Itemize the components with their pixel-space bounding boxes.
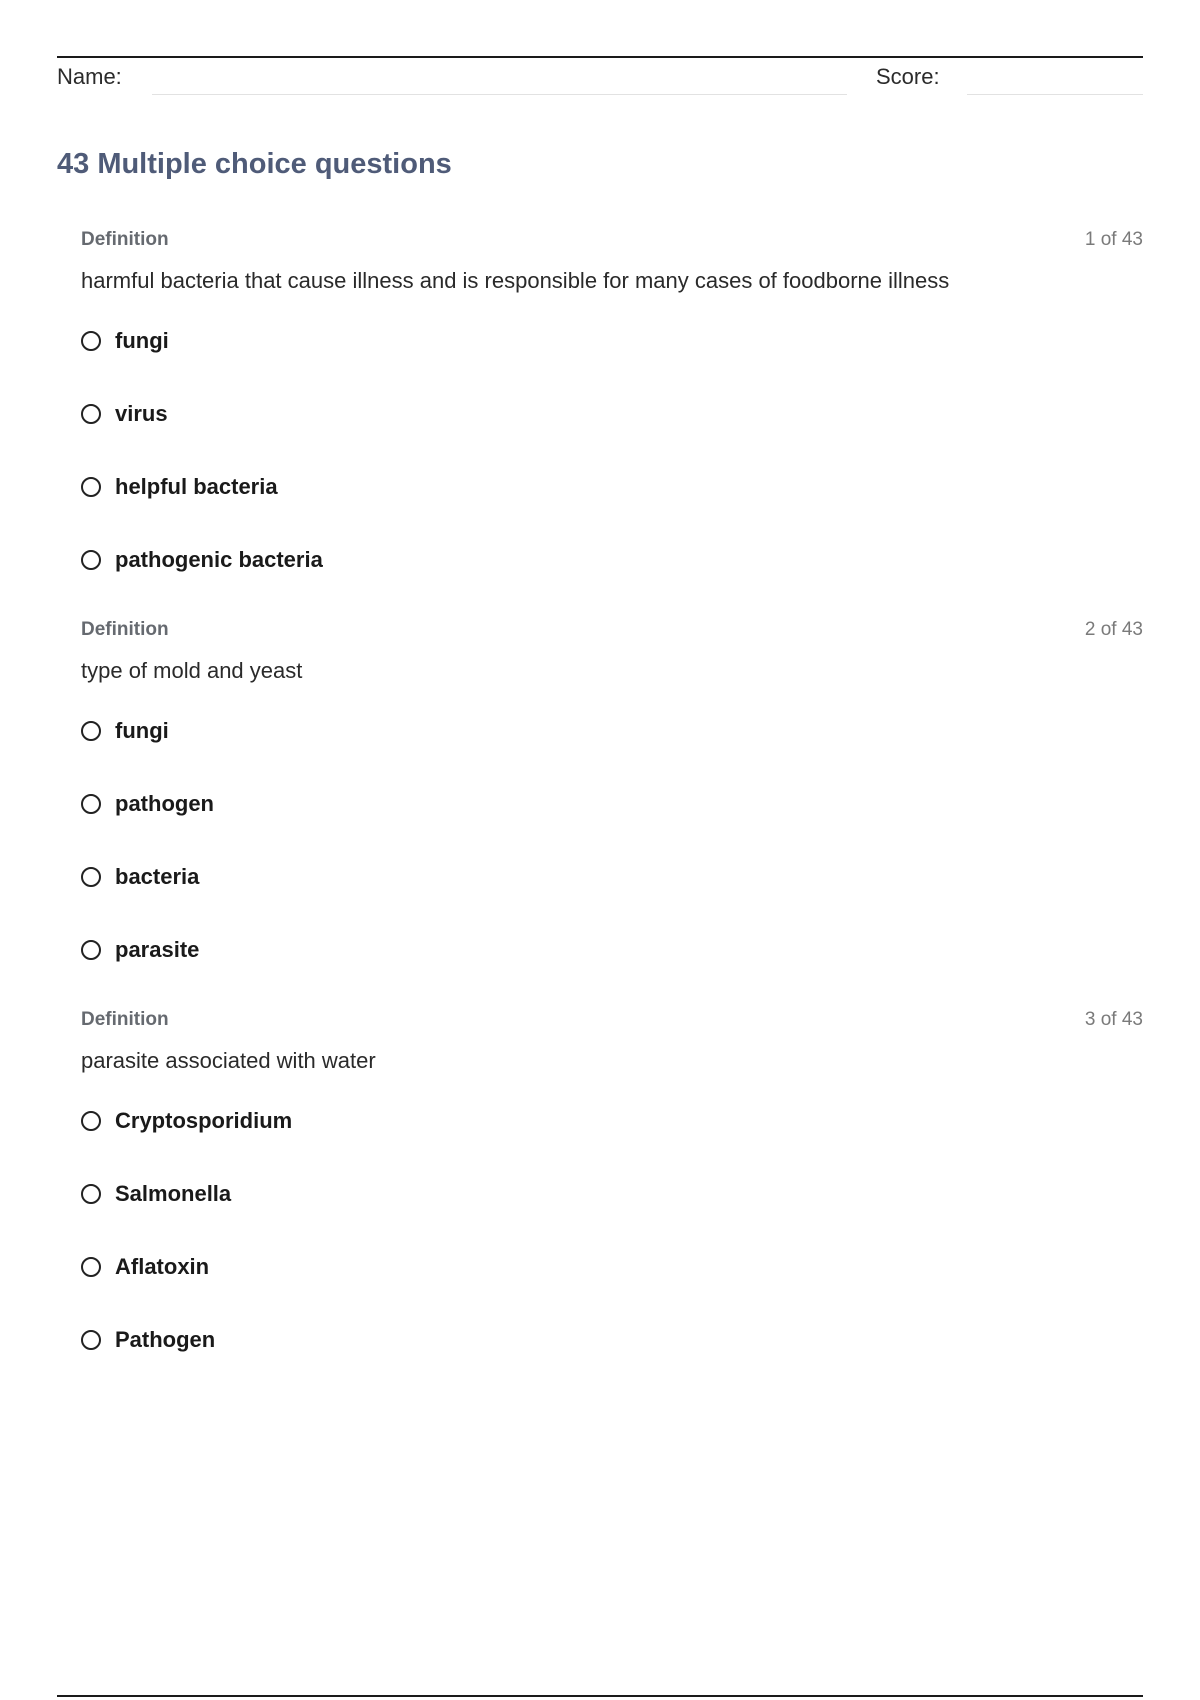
worksheet-header xyxy=(57,62,1143,96)
question-type-label: Definition xyxy=(81,229,169,250)
answer-option-label: pathogenic bacteria xyxy=(115,547,323,572)
radio-circle-icon[interactable] xyxy=(81,1257,101,1277)
radio-circle-icon[interactable] xyxy=(81,1330,101,1350)
question-type-label: Definition xyxy=(81,619,169,640)
score-blank-line xyxy=(967,94,1143,95)
answer-options xyxy=(81,324,1143,577)
answer-option[interactable] xyxy=(81,470,1143,504)
question-text: parasite associated with water xyxy=(81,1048,376,1073)
answer-option-label: pathogen xyxy=(115,791,214,816)
answer-option-label: bacteria xyxy=(115,864,200,889)
answer-options xyxy=(81,714,1143,967)
question-text: type of mold and yeast xyxy=(81,658,303,683)
question-header xyxy=(81,1009,1143,1035)
answer-option[interactable] xyxy=(81,1177,1143,1211)
question-3 xyxy=(81,1009,1143,1396)
answer-option[interactable] xyxy=(81,933,1143,967)
answer-option[interactable] xyxy=(81,324,1143,358)
answer-option-label: parasite xyxy=(115,937,200,962)
name-label: Name: xyxy=(57,64,122,89)
question-header xyxy=(81,619,1143,645)
radio-circle-icon[interactable] xyxy=(81,794,101,814)
radio-circle-icon[interactable] xyxy=(81,477,101,497)
question-header xyxy=(81,229,1143,255)
answer-option-label: fungi xyxy=(115,328,169,353)
name-blank-line xyxy=(152,94,847,95)
answer-option-label: fungi xyxy=(115,718,169,743)
radio-circle-icon[interactable] xyxy=(81,550,101,570)
top-rule xyxy=(57,56,1143,58)
answer-option[interactable] xyxy=(81,860,1143,894)
answer-option[interactable] xyxy=(81,787,1143,821)
radio-circle-icon[interactable] xyxy=(81,721,101,741)
question-counter: 2 of 43 xyxy=(1084,619,1143,640)
answer-option-label: Aflatoxin xyxy=(115,1254,210,1279)
radio-circle-icon[interactable] xyxy=(81,1111,101,1131)
question-counter: 3 of 43 xyxy=(1084,1009,1143,1030)
answer-option[interactable] xyxy=(81,397,1143,431)
question-2 xyxy=(81,619,1143,1006)
question-counter: 1 of 43 xyxy=(1084,229,1143,250)
answer-option-label: virus xyxy=(115,401,168,426)
radio-circle-icon[interactable] xyxy=(81,940,101,960)
section-title: 43 Multiple choice questions xyxy=(57,148,452,180)
answer-option-label: Salmonella xyxy=(115,1181,232,1206)
radio-circle-icon[interactable] xyxy=(81,867,101,887)
question-text: harmful bacteria that cause illness and is responsible for many cases of foodborne illness xyxy=(81,268,950,293)
answer-option[interactable] xyxy=(81,543,1143,577)
answer-option[interactable] xyxy=(81,1250,1143,1284)
radio-circle-icon[interactable] xyxy=(81,404,101,424)
answer-option-label: Pathogen xyxy=(115,1327,216,1352)
answer-option[interactable] xyxy=(81,1323,1143,1357)
bottom-rule xyxy=(57,1695,1143,1697)
answer-option-label: Cryptosporidium xyxy=(115,1108,293,1133)
answer-options xyxy=(81,1104,1143,1357)
question-1 xyxy=(81,229,1143,616)
radio-circle-icon[interactable] xyxy=(81,1184,101,1204)
answer-option[interactable] xyxy=(81,1104,1143,1138)
score-label: Score: xyxy=(876,64,940,89)
radio-circle-icon[interactable] xyxy=(81,331,101,351)
answer-option[interactable] xyxy=(81,714,1143,748)
answer-option-label: helpful bacteria xyxy=(115,474,278,499)
question-type-label: Definition xyxy=(81,1009,169,1030)
